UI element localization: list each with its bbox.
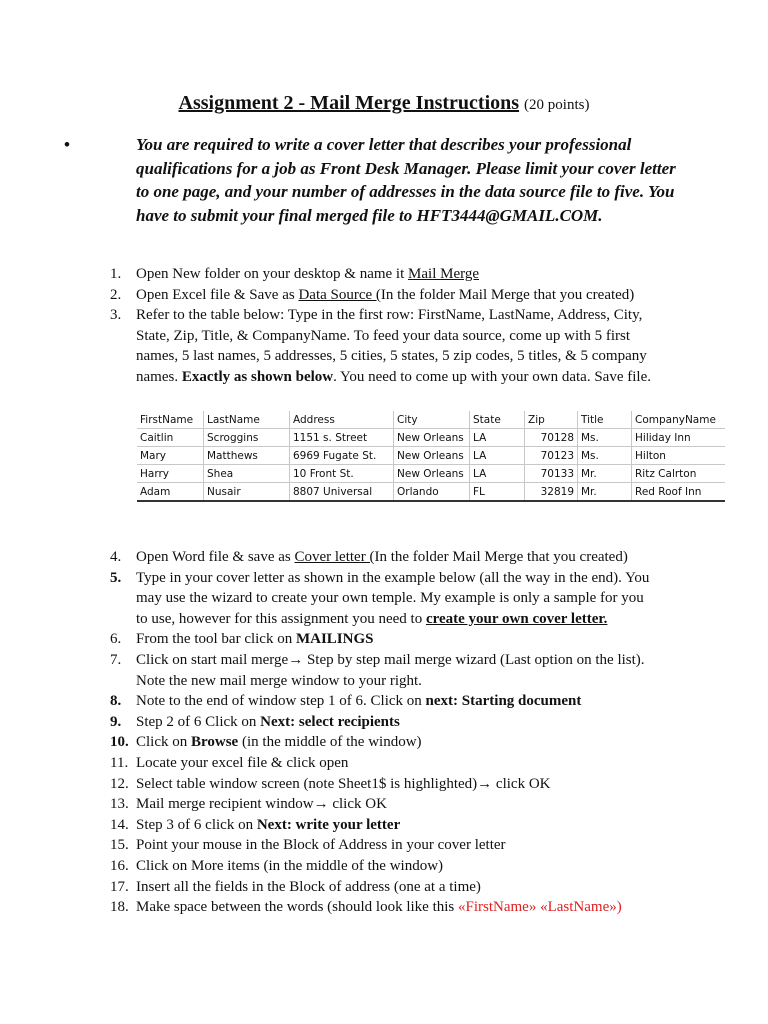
item-text: Open Excel file & Save as	[136, 286, 299, 303]
table-cell: Nusair	[204, 483, 290, 502]
item-text: Click on More items (in the middle of the window)	[136, 857, 444, 874]
table-cell: Mary	[137, 447, 204, 465]
list-item	[0, 835, 656, 856]
item-text: Open New folder on your desktop & name it	[136, 266, 409, 282]
item-underlined: Mail Merge	[408, 266, 479, 282]
item-bold: next: Starting document	[425, 693, 582, 710]
table-cell: New Orleans	[394, 447, 470, 465]
table-header: CompanyName	[632, 411, 726, 429]
table-cell: 70123	[525, 447, 578, 465]
item-text: Step 2 of 6 Click on	[136, 713, 261, 730]
table-header: Title	[578, 411, 632, 429]
item-number: 5.	[110, 569, 122, 586]
item-text: Mail merge recipient window	[136, 796, 314, 813]
item-text: Select table window screen (note Sheet1$ is highlighted)	[136, 775, 478, 792]
list-item	[0, 264, 656, 285]
table-cell: Mr.	[578, 483, 632, 502]
item-number: 2.	[110, 286, 122, 303]
steps-list-2	[0, 547, 768, 918]
item-bold: Next: select recipients	[260, 713, 400, 730]
table-cell: LA	[470, 429, 525, 447]
table-header: Address	[290, 411, 394, 429]
item-text: click OK	[328, 796, 387, 813]
item-underlined: Data Source (	[298, 286, 381, 303]
title-points: (20 points)	[524, 97, 590, 113]
table-row	[137, 429, 725, 447]
table-row	[137, 447, 725, 465]
item-text: Insert all the fields in the Block of address (one at a time)	[136, 878, 481, 895]
table-cell: LA	[470, 447, 525, 465]
item-number: 6.	[110, 631, 122, 648]
table-cell: FL	[470, 483, 525, 502]
title-main: Assignment 2 - Mail Merge Instructions	[178, 92, 520, 114]
table-cell: Hilton	[632, 447, 726, 465]
table-cell: Harry	[137, 465, 204, 483]
item-number: 9.	[110, 713, 122, 730]
table-header-row	[137, 411, 725, 429]
item-number: 7.	[110, 651, 122, 668]
list-item	[0, 897, 656, 918]
item-number: 12.	[110, 775, 129, 792]
item-text: click OK	[492, 775, 551, 792]
table-cell: 70133	[525, 465, 578, 483]
table-cell: Red Roof Inn	[632, 483, 726, 502]
item-number: 11.	[110, 754, 129, 771]
list-item	[0, 774, 656, 795]
data-source-table	[137, 411, 725, 502]
table-cell: 70128	[525, 429, 578, 447]
list-item	[0, 856, 656, 877]
item-text: Step 3 of 6 click on	[136, 816, 257, 833]
bullet-symbol: •	[64, 135, 70, 154]
item-text: Refer to the table below: Type in the first row: FirstName, LastName, Address, City, State, Zip, Title, & CompanyName. To feed your data source, come up with 5 first names, 5 last names, 5 addresses, 5 cities, 5 states, 5 zip codes, 5 titles, & 5 company names.	[136, 307, 647, 385]
table-header: LastName	[204, 411, 290, 429]
item-number: 4.	[110, 549, 122, 565]
list-item	[0, 629, 656, 650]
table-header: FirstName	[137, 411, 204, 429]
item-number: 16.	[110, 857, 129, 874]
item-bold: MAILINGS	[295, 631, 374, 648]
item-number: 13.	[110, 796, 129, 813]
item-text: In the folder Mail Merge that you created)	[380, 286, 635, 303]
item-bold-underlined: create your own cover letter.	[425, 610, 608, 627]
list-item	[0, 547, 656, 568]
list-item	[0, 568, 656, 630]
table-cell: 1151 s. Street	[290, 429, 394, 447]
table-cell: Ms.	[578, 429, 632, 447]
item-text: From the tool bar click on	[136, 631, 296, 648]
table-header: City	[394, 411, 470, 429]
item-text: Make space between the words (should look like this	[136, 899, 459, 916]
list-item	[0, 794, 656, 815]
item-bold: Exactly as shown below	[181, 368, 334, 385]
table-cell: New Orleans	[394, 429, 470, 447]
list-item	[0, 877, 656, 898]
merge-field-example: «FirstName» «LastName»)	[458, 899, 622, 916]
arrow-icon: →	[288, 651, 304, 668]
item-bold: Next: write your letter	[256, 816, 401, 833]
item-bold: Browse	[191, 734, 239, 751]
list-item	[0, 753, 656, 774]
table-header: Zip	[525, 411, 578, 429]
table-cell: 8807 Universal	[290, 483, 394, 502]
arrow-icon: →	[477, 775, 493, 792]
item-number: 14.	[110, 816, 129, 833]
item-text: Locate your excel file & click open	[136, 754, 349, 771]
list-item	[0, 732, 656, 753]
list-item	[0, 815, 656, 836]
table-cell: Ms.	[578, 447, 632, 465]
table-cell: 6969 Fugate St.	[290, 447, 394, 465]
item-text: (in the middle of the window)	[238, 734, 422, 751]
arrow-icon: →	[313, 796, 329, 813]
item-text: In the folder Mail Merge that you created)	[374, 549, 628, 565]
item-number: 8.	[110, 693, 122, 710]
table-header: State	[470, 411, 525, 429]
table-cell: New Orleans	[394, 465, 470, 483]
table-cell: Caitlin	[137, 429, 204, 447]
table-row	[137, 465, 725, 483]
table-cell: Ritz Calrton	[632, 465, 726, 483]
intro-text: You are required to write a cover letter that describes your professional qualifications for a job as Front Desk Manager. Please limit your cover letter to one page, and your number of addresses in the data source file to five. You have to submit your final merged file to HFT3444@GMAIL.COM.	[136, 135, 676, 225]
table-cell: Adam	[137, 483, 204, 502]
table-cell: 32819	[525, 483, 578, 502]
table-cell: 10 Front St.	[290, 465, 394, 483]
table-cell: Mr.	[578, 465, 632, 483]
item-text: Step by step mail merge wizard (Last option on the list). Note the new mail merge window to your right.	[136, 651, 645, 689]
item-text: Click on start mail merge	[136, 651, 289, 668]
steps-list-1	[0, 264, 768, 388]
item-number: 15.	[110, 837, 129, 854]
item-underlined: Cover letter (	[294, 549, 375, 565]
table-row	[137, 483, 725, 502]
item-number: 17.	[110, 878, 129, 895]
item-number: 3.	[110, 307, 122, 324]
item-text: Point your mouse in the Block of Address in your cover letter	[136, 837, 506, 854]
list-item	[0, 712, 656, 733]
item-text: Click on	[136, 734, 191, 751]
item-text: Open Word file & save as	[136, 549, 295, 565]
table-cell: LA	[470, 465, 525, 483]
page-title	[0, 92, 768, 115]
list-item	[0, 285, 656, 306]
item-number: 10.	[110, 734, 129, 751]
intro-bullet	[64, 133, 688, 227]
list-item	[0, 305, 656, 387]
table-cell: Matthews	[204, 447, 290, 465]
table-cell: Orlando	[394, 483, 470, 502]
item-number: 1.	[110, 266, 122, 282]
item-number: 18.	[110, 899, 129, 916]
list-item	[0, 691, 656, 712]
item-text: Note to the end of window step 1 of 6. Click on	[136, 693, 426, 710]
list-item	[0, 650, 656, 691]
table-cell: Shea	[204, 465, 290, 483]
item-text: . You need to come up with your own data. Save file.	[333, 368, 651, 385]
item-text: Type in your cover letter as shown in the example below (all the way in the end). You may use the wizard to create your own temple. My example is only a sample for you to use, however for this assignment you need to	[136, 569, 650, 627]
table-cell: Scroggins	[204, 429, 290, 447]
table-cell: Hiliday Inn	[632, 429, 726, 447]
